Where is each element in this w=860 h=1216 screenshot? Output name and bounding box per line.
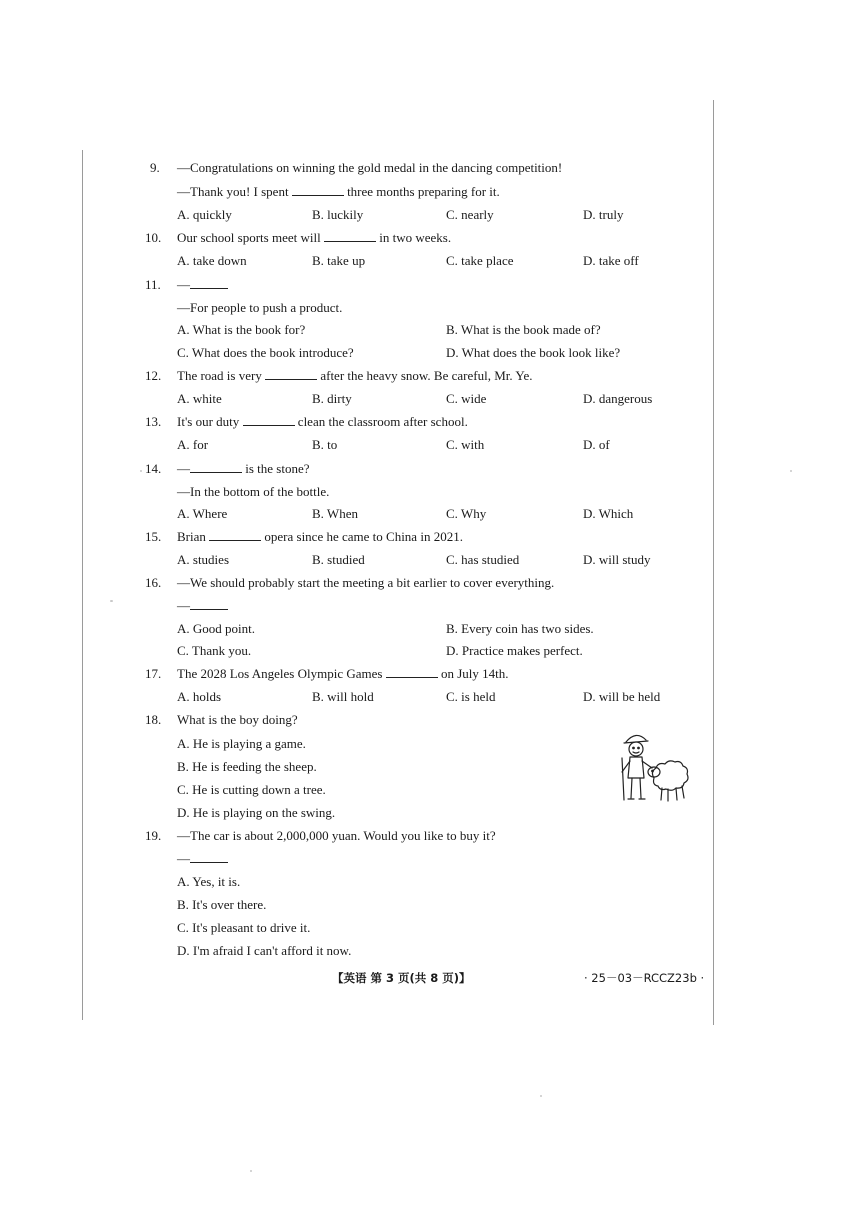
left-margin-line [82,150,83,1020]
question-text-after-blank: in two weeks. [379,230,452,245]
question-text: What is the boy doing? [177,712,298,727]
reply-text-after-blank: three months preparing for it. [347,184,500,199]
question-text-before-blank: It's our duty [177,414,240,429]
option-b: B. It's over there. [177,897,267,912]
question-text: —We should probably start the meeting a bit earlier to cover everything. [177,575,555,590]
option-b: B. dirty [312,391,352,406]
scan-speck [250,1170,252,1172]
scan-speck [110,600,113,602]
answer-blank [190,598,228,610]
option-c: C. with [446,437,485,452]
question-number: 19. [145,828,162,843]
option-d: D. Which [583,506,634,521]
option-d: D. I'm afraid I can't afford it now. [177,943,352,958]
question-text-after-blank: clean the classroom after school. [297,414,468,429]
option-b: B. will hold [312,689,374,704]
option-a: A. take down [177,253,247,268]
option-b: B. to [312,437,338,452]
dialogue-dash: — [177,598,190,613]
question-text-after-blank: opera since he came to China in 2021. [264,529,463,544]
option-b: B. What is the book made of? [446,322,601,337]
answer-blank [292,184,344,196]
option-a: A. Where [177,506,228,521]
option-c: C. It's pleasant to drive it. [177,920,311,935]
option-d: D. will be held [583,689,661,704]
question-text-after-blank: on July 14th. [440,666,509,681]
question-number: 15. [145,529,162,544]
option-d: D. truly [583,207,624,222]
question-number: 13. [145,414,162,429]
option-a: A. holds [177,689,222,704]
question-text-before-blank: Brian [177,529,206,544]
boy-and-sheep-illustration [610,728,696,808]
answer-blank [190,851,228,863]
option-c: C. Why [446,506,487,521]
scan-speck [540,1095,542,1097]
option-b: B. He is feeding the sheep. [177,759,317,774]
question-number: 12. [145,368,162,383]
answer-blank [209,529,261,541]
option-b: B. luckily [312,207,364,222]
question-text-after-blank: is the stone? [245,461,310,476]
option-d: D. Practice makes perfect. [446,643,583,658]
question-text-before-blank: The road is very [177,368,262,383]
answer-blank [190,277,228,289]
option-d: D. of [583,437,610,452]
option-c: C. What does the book introduce? [177,345,354,360]
option-c: C. nearly [446,207,494,222]
option-b: B. When [312,506,358,521]
question-number: 17. [145,666,162,681]
question-text-after-blank: after the heavy snow. Be careful, Mr. Ye. [320,368,533,383]
option-d: D. dangerous [583,391,653,406]
answer-blank [386,666,438,678]
dialogue-dash: — [177,851,190,866]
option-d: D. He is playing on the swing. [177,805,336,820]
option-b: B. take up [312,253,366,268]
option-a: A. Good point. [177,621,255,636]
option-a: A. quickly [177,207,232,222]
exam-code: · 25－03－RCCZ23b · [584,971,705,985]
question-text-before-blank: Our school sports meet will [177,230,321,245]
right-margin-line [713,100,714,1025]
question-number: 10. [145,230,162,245]
question-text: —The car is about 2,000,000 yuan. Would you like to buy it? [177,828,496,843]
option-c: C. Thank you. [177,643,252,658]
option-a: A. studies [177,552,229,567]
option-c: C. is held [446,689,496,704]
option-a: A. He is playing a game. [177,736,306,751]
question-number: 16. [145,575,162,590]
option-c: C. wide [446,391,487,406]
page-number-label: 【英语 第 3 页(共 8 页)】 [332,971,471,985]
option-c: C. has studied [446,552,520,567]
answer-blank [265,368,317,380]
option-b: B. Every coin has two sides. [446,621,594,636]
question-number: 11. [145,277,161,292]
answer-blank [243,414,295,426]
question-text: —Congratulations on winning the gold medal in the dancing competition! [177,160,563,175]
option-a: A. for [177,437,209,452]
option-b: B. studied [312,552,365,567]
option-d: D. will study [583,552,651,567]
option-a: A. What is the book for? [177,322,306,337]
option-d: D. take off [583,253,639,268]
dialogue-dash: — [177,461,190,476]
reply-text-before-blank: —Thank you! I spent [177,184,289,199]
question-number: 14. [145,461,162,476]
option-c: C. He is cutting down a tree. [177,782,326,797]
answer-blank [324,230,376,242]
reply-text: —For people to push a product. [177,300,343,315]
question-number: 18. [145,712,162,727]
question-number: 9. [150,160,160,175]
option-a: A. Yes, it is. [177,874,241,889]
option-c: C. take place [446,253,514,268]
reply-text: —In the bottom of the bottle. [177,484,330,499]
dialogue-dash: — [177,277,190,292]
answer-blank [190,461,242,473]
option-a: A. white [177,391,222,406]
scan-speck [790,470,792,472]
scan-speck [140,470,142,472]
question-text-before-blank: The 2028 Los Angeles Olympic Games [177,666,383,681]
option-d: D. What does the book look like? [446,345,621,360]
